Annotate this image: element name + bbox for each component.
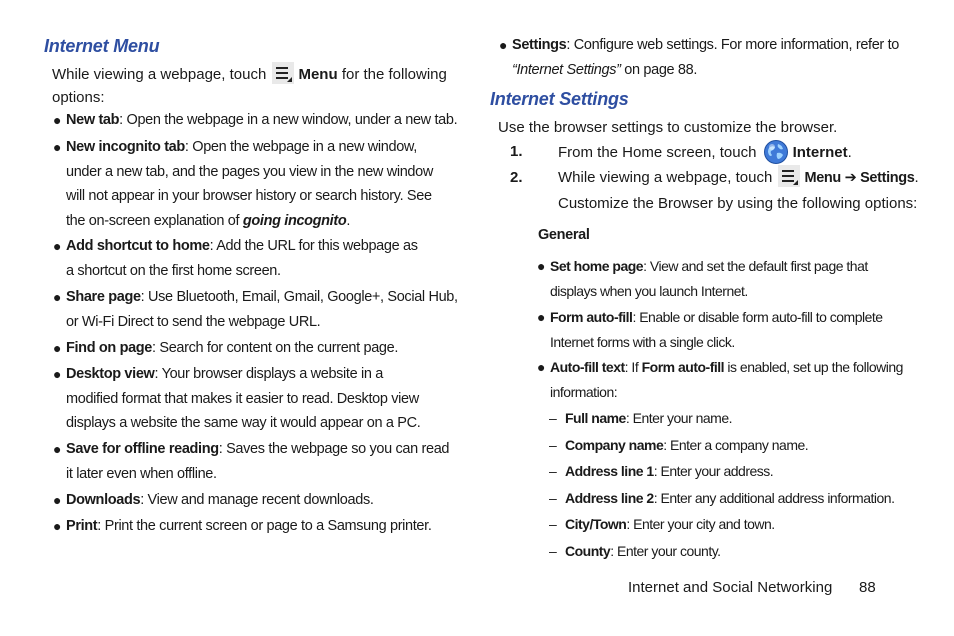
- bullet: ●: [53, 366, 62, 382]
- bullet: ●: [537, 359, 545, 375]
- item-bold: Form auto-fill: [641, 359, 725, 375]
- field-desc: : Enter your city and town.: [626, 516, 775, 532]
- item-term: Desktop view: [66, 366, 155, 382]
- bullet: ●: [53, 112, 62, 128]
- item-desc: : Saves the webpage so you can read it later even when offline.: [66, 441, 450, 482]
- dash: –: [549, 490, 557, 506]
- autofill-field-address-1: [549, 460, 774, 482]
- item-desc: : View and manage recent downloads.: [140, 492, 374, 508]
- step-bold: Internet: [792, 144, 848, 161]
- list-item-settings: [499, 33, 912, 82]
- item-desc: : View and set the default first page that displays when you launch Internet.: [550, 258, 868, 299]
- bullet: ●: [53, 238, 62, 254]
- item-desc: : Enable or disable form auto-fill to complete Internet forms with a single click.: [550, 309, 883, 350]
- menu-label: Menu: [298, 66, 338, 83]
- section-heading-internet-settings: Internet Settings: [490, 89, 629, 109]
- step-post: .: [914, 169, 919, 186]
- field-term: Address line 2: [565, 490, 654, 506]
- item-desc: : Use Bluetooth, Email, Gmail, Google+, Social Hub, or Wi-Fi Direct to send the webpage URL.: [66, 289, 458, 330]
- list-item-desktop-view: [53, 362, 438, 436]
- dash: –: [549, 463, 557, 479]
- item-desc: : Print the current screen or page to a Samsung printer.: [97, 518, 432, 534]
- step-text: [558, 139, 852, 166]
- item-term: Share page: [66, 289, 141, 305]
- steps-list: [510, 139, 930, 212]
- item-term: Add shortcut to home: [66, 238, 210, 254]
- list-item-form-auto-fill: [537, 305, 900, 354]
- step-text: [558, 165, 919, 191]
- autofill-field-city-town: [549, 513, 775, 535]
- settings-intro: Use the browser settings to customize the browser.: [498, 119, 838, 136]
- general-label: General: [538, 227, 590, 243]
- field-term: Address line 1: [565, 463, 654, 479]
- item-desc: : Open the webpage in a new window, under a new tab, and the pages you view in the new window will not appear in your browser history or search history. See the on-screen explanation of: [66, 139, 433, 229]
- item-tail: on page 88.: [620, 61, 698, 78]
- cross-reference-link[interactable]: “Internet Settings”: [512, 61, 621, 78]
- list-item-save-offline: [53, 437, 458, 486]
- autofill-field-county: [549, 540, 721, 562]
- field-term: City/Town: [565, 516, 627, 532]
- field-desc: : Enter your name.: [625, 410, 733, 426]
- footer-section-name: Internet and Social Networking: [628, 579, 833, 596]
- item-term: Set home page: [550, 258, 644, 274]
- list-item-auto-fill-text: [537, 355, 905, 404]
- list-item-print: [53, 514, 466, 539]
- autofill-field-address-2: [549, 487, 895, 509]
- dash: –: [549, 516, 557, 532]
- list-item-new-incognito-tab: [53, 135, 454, 233]
- bullet: ●: [537, 309, 545, 325]
- item-tail: is enabled, set up the following information:: [550, 359, 903, 400]
- bullet: ●: [53, 518, 62, 534]
- item-term: Downloads: [66, 492, 141, 508]
- list-item-share-page: [53, 285, 458, 334]
- item-emphasis: going incognito: [242, 212, 347, 229]
- list-item-set-home-page: [537, 254, 880, 303]
- list-item-find-on-page: [53, 336, 458, 361]
- step-post: .: [847, 144, 852, 161]
- item-desc: : Your browser displays a website in a modified format that makes it easier to read. Desktop view displays a website the same way it would appear on a PC.: [66, 366, 421, 431]
- item-tail: .: [346, 212, 351, 229]
- step-number: 1.: [510, 143, 523, 160]
- dash: –: [549, 410, 557, 426]
- bullet: ●: [53, 289, 62, 305]
- list-item-new-tab: [53, 108, 466, 133]
- item-term: New incognito tab: [66, 139, 185, 155]
- field-desc: : Enter your address.: [653, 463, 774, 479]
- bullet: ●: [53, 139, 62, 155]
- intro-text: While viewing a webpage, touch: [52, 66, 267, 83]
- list-item-add-shortcut: [53, 234, 426, 283]
- bullet: ●: [499, 37, 508, 53]
- menu-key-icon: [778, 165, 800, 187]
- bullet: ●: [537, 258, 545, 274]
- field-term: Company name: [565, 437, 664, 453]
- item-desc: : Add the URL for this webpage as a shortcut on the first home screen.: [66, 238, 418, 279]
- item-desc: : If: [624, 359, 642, 375]
- dash: –: [549, 543, 557, 559]
- step-pre: From the Home screen, touch: [558, 144, 757, 161]
- step-continuation: Customize the Browser by using the following options:: [558, 195, 918, 212]
- list-item-downloads: [53, 488, 458, 513]
- intro-text-line2: options:: [52, 89, 105, 106]
- intro-text-post: for the following: [341, 66, 447, 83]
- autofill-field-company-name: [549, 434, 809, 456]
- bullet: ●: [53, 441, 62, 457]
- item-term: Print: [66, 518, 98, 534]
- autofill-field-full-name: [549, 407, 733, 429]
- page-number: 88: [859, 579, 876, 596]
- item-term: Save for offline reading: [66, 441, 219, 457]
- bullet: ●: [53, 340, 62, 356]
- bullet: ●: [53, 492, 62, 508]
- menu-key-icon: [272, 62, 294, 84]
- item-desc: : Search for content on the current page.: [152, 340, 399, 356]
- item-desc: : Configure web settings. For more information, refer to: [566, 37, 899, 53]
- step-number: 2.: [510, 169, 523, 186]
- step-bold: Menu ➔ Settings: [804, 170, 915, 186]
- dash: –: [549, 437, 557, 453]
- field-desc: : Enter your county.: [610, 543, 721, 559]
- field-desc: : Enter a company name.: [663, 437, 809, 453]
- field-term: County: [565, 543, 611, 559]
- section-heading-internet-menu: Internet Menu: [44, 36, 160, 56]
- intro-paragraph: [52, 62, 447, 109]
- item-term: New tab: [66, 112, 120, 128]
- item-term: Auto-fill text: [550, 359, 625, 375]
- step-pre: While viewing a webpage, touch: [558, 169, 773, 186]
- field-term: Full name: [565, 410, 626, 426]
- field-desc: : Enter any additional address information.: [653, 490, 895, 506]
- internet-globe-icon: [763, 139, 789, 165]
- item-desc: : Open the webpage in a new window, under a new tab.: [119, 112, 458, 128]
- item-term: Form auto-fill: [550, 309, 633, 325]
- item-term: Settings: [512, 37, 567, 53]
- item-term: Find on page: [66, 340, 153, 356]
